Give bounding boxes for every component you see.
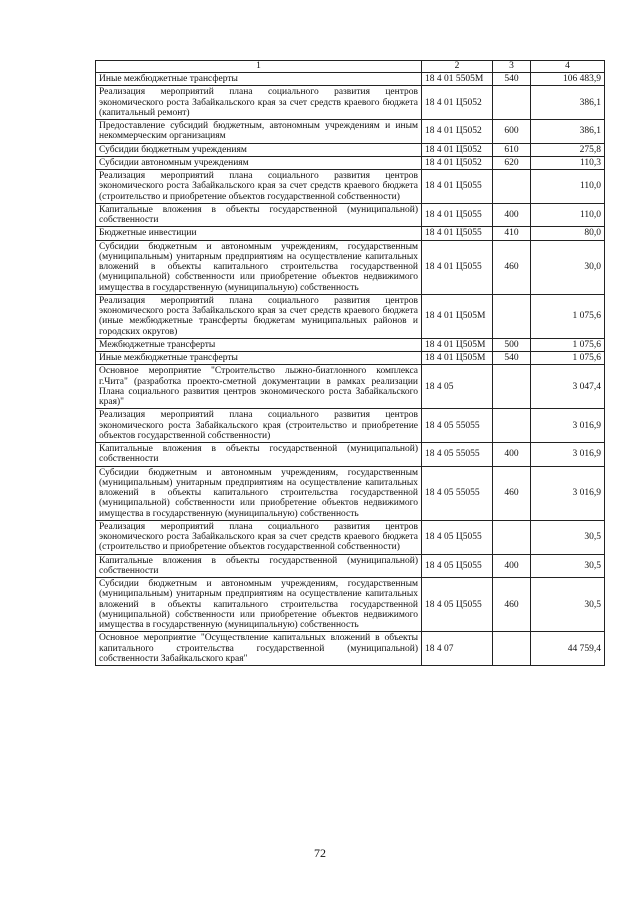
amount: 1 075,6 xyxy=(531,338,605,351)
item-name: Субсидии бюджетным и автономным учреждениям, государственным (муниципальным) унитарным предприятиям на осуществление капитальных вложений в объекты капитального строительства государственной (муниципальной) собственности или приобретение объектов недвижимого имущества в государственную (муниципальную) собственность xyxy=(96,466,422,520)
target-code: 18 4 05 55055 xyxy=(422,409,493,443)
amount: 275,8 xyxy=(531,143,605,156)
item-name: Иные межбюджетные трансферты xyxy=(96,352,422,365)
table-row xyxy=(96,73,605,86)
item-name: Иные межбюджетные трансферты xyxy=(96,73,422,86)
target-code: 18 4 05 xyxy=(422,365,493,409)
item-name: Капитальные вложения в объекты государственной (муниципальной) собственности xyxy=(96,554,422,578)
expense-type: 620 xyxy=(493,156,531,169)
target-code: 18 4 05 Ц5055 xyxy=(422,578,493,632)
expense-type xyxy=(493,632,531,666)
target-code: 18 4 05 Ц5055 xyxy=(422,520,493,554)
target-code: 18 4 07 xyxy=(422,632,493,666)
column-number-1: 1 xyxy=(96,61,422,73)
target-code: 18 4 01 5505М xyxy=(422,73,493,86)
expense-type: 400 xyxy=(493,443,531,467)
expense-type: 410 xyxy=(493,227,531,240)
expense-type: 460 xyxy=(493,466,531,520)
amount: 110,0 xyxy=(531,170,605,204)
item-name: Субсидии автономным учреждениям xyxy=(96,156,422,169)
page-number: 72 xyxy=(314,846,326,860)
budget-table xyxy=(95,60,605,666)
item-name: Основное мероприятие "Осуществление капитальных вложений в объекты капитального строительства государственной (муниципальной) собственности Забайкальского края" xyxy=(96,632,422,666)
expense-type xyxy=(493,520,531,554)
target-code: 18 4 01 Ц5055 xyxy=(422,240,493,294)
column-number-row xyxy=(96,61,605,73)
expense-type xyxy=(493,86,531,120)
target-code: 18 4 01 Ц5055 xyxy=(422,227,493,240)
table-row xyxy=(96,156,605,169)
amount: 3 016,9 xyxy=(531,409,605,443)
expense-type xyxy=(493,294,531,338)
amount: 30,5 xyxy=(531,578,605,632)
amount: 3 016,9 xyxy=(531,443,605,467)
expense-type: 610 xyxy=(493,143,531,156)
amount: 30,0 xyxy=(531,240,605,294)
target-code: 18 4 01 Ц5052 xyxy=(422,120,493,144)
table-row xyxy=(96,632,605,666)
expense-type: 500 xyxy=(493,338,531,351)
amount: 30,5 xyxy=(531,554,605,578)
amount: 106 483,9 xyxy=(531,73,605,86)
item-name: Субсидии бюджетным и автономным учреждениям, государственным (муниципальным) унитарным предприятиям на осуществление капитальных вложений в объекты капитального строительства государственной (муниципальной) собственности или приобретение объектов недвижимого имущества в государственную (муниципальную) собственность xyxy=(96,240,422,294)
item-name: Субсидии бюджетным учреждениям xyxy=(96,143,422,156)
amount: 1 075,6 xyxy=(531,352,605,365)
table-row xyxy=(96,352,605,365)
amount: 44 759,4 xyxy=(531,632,605,666)
item-name: Основное мероприятие "Строительство лыжно-биатлонного комплекса г.Чита" (разработка проекто-сметной документации в рамках реализации Плана социального развития центров экономического роста Забайкальского края)" xyxy=(96,365,422,409)
table-row xyxy=(96,554,605,578)
item-name: Предоставление субсидий бюджетным, автономным учреждениям и иным некоммерческим организациям xyxy=(96,120,422,144)
table-row xyxy=(96,443,605,467)
item-name: Бюджетные инвестиции xyxy=(96,227,422,240)
target-code: 18 4 01 Ц5052 xyxy=(422,143,493,156)
amount: 80,0 xyxy=(531,227,605,240)
amount: 3 047,4 xyxy=(531,365,605,409)
target-code: 18 4 01 Ц5052 xyxy=(422,86,493,120)
target-code: 18 4 01 Ц505М xyxy=(422,352,493,365)
item-name: Реализация мероприятий плана социального развития центров экономического роста Забайкальского края за счет средств краевого бюджета (иные межбюджетные трансферты бюджетам муниципальных районов и городских округов) xyxy=(96,294,422,338)
item-name: Капитальные вложения в объекты государственной (муниципальной) собственности xyxy=(96,203,422,227)
target-code: 18 4 01 Ц5055 xyxy=(422,170,493,204)
target-code: 18 4 01 Ц505М xyxy=(422,294,493,338)
table-row xyxy=(96,240,605,294)
amount: 1 075,6 xyxy=(531,294,605,338)
target-code: 18 4 05 Ц5055 xyxy=(422,554,493,578)
table-row xyxy=(96,409,605,443)
item-name: Реализация мероприятий плана социального развития центров экономического роста Забайкальского края (строительство и приобретение объектов государственной собственности) xyxy=(96,409,422,443)
amount: 386,1 xyxy=(531,86,605,120)
table-row xyxy=(96,203,605,227)
target-code: 18 4 01 Ц505М xyxy=(422,338,493,351)
item-name: Реализация мероприятий плана социального развития центров экономического роста Забайкальского края за счет средств краевого бюджета (строительство и приобретение объектов государственной собственности) xyxy=(96,520,422,554)
table-row xyxy=(96,120,605,144)
expense-type: 600 xyxy=(493,120,531,144)
target-code: 18 4 01 Ц5055 xyxy=(422,203,493,227)
table-row xyxy=(96,338,605,351)
amount: 386,1 xyxy=(531,120,605,144)
target-code: 18 4 05 55055 xyxy=(422,466,493,520)
table-row xyxy=(96,578,605,632)
table-row xyxy=(96,365,605,409)
expense-type: 460 xyxy=(493,578,531,632)
target-code: 18 4 01 Ц5052 xyxy=(422,156,493,169)
item-name: Реализация мероприятий плана социального развития центров экономического роста Забайкальского края за счет средств краевого бюджета (капитальный ремонт) xyxy=(96,86,422,120)
column-number-4: 4 xyxy=(531,61,605,73)
item-name: Реализация мероприятий плана социального развития центров экономического роста Забайкальского края за счет средств краевого бюджета (строительство и приобретение объектов государственной собственности) xyxy=(96,170,422,204)
expense-type: 400 xyxy=(493,554,531,578)
table-body xyxy=(96,73,605,666)
table-row xyxy=(96,86,605,120)
expense-type xyxy=(493,365,531,409)
item-name: Субсидии бюджетным и автономным учреждениям, государственным (муниципальным) унитарным предприятиям на осуществление капитальных вложений в объекты капитального строительства государственной (муниципальной) собственности или приобретение объектов недвижимого имущества в государственную (муниципальную) собственность xyxy=(96,578,422,632)
expense-type: 460 xyxy=(493,240,531,294)
expense-type xyxy=(493,170,531,204)
amount: 30,5 xyxy=(531,520,605,554)
expense-type: 540 xyxy=(493,73,531,86)
amount: 110,3 xyxy=(531,156,605,169)
table-row xyxy=(96,143,605,156)
table-row xyxy=(96,227,605,240)
column-number-2: 2 xyxy=(422,61,493,73)
expense-type: 540 xyxy=(493,352,531,365)
column-number-3: 3 xyxy=(493,61,531,73)
target-code: 18 4 05 55055 xyxy=(422,443,493,467)
amount: 3 016,9 xyxy=(531,466,605,520)
item-name: Капитальные вложения в объекты государственной (муниципальной) собственности xyxy=(96,443,422,467)
table-row xyxy=(96,520,605,554)
expense-type: 400 xyxy=(493,203,531,227)
table-row xyxy=(96,170,605,204)
amount: 110,0 xyxy=(531,203,605,227)
expense-type xyxy=(493,409,531,443)
table-row xyxy=(96,294,605,338)
item-name: Межбюджетные трансферты xyxy=(96,338,422,351)
table-row xyxy=(96,466,605,520)
